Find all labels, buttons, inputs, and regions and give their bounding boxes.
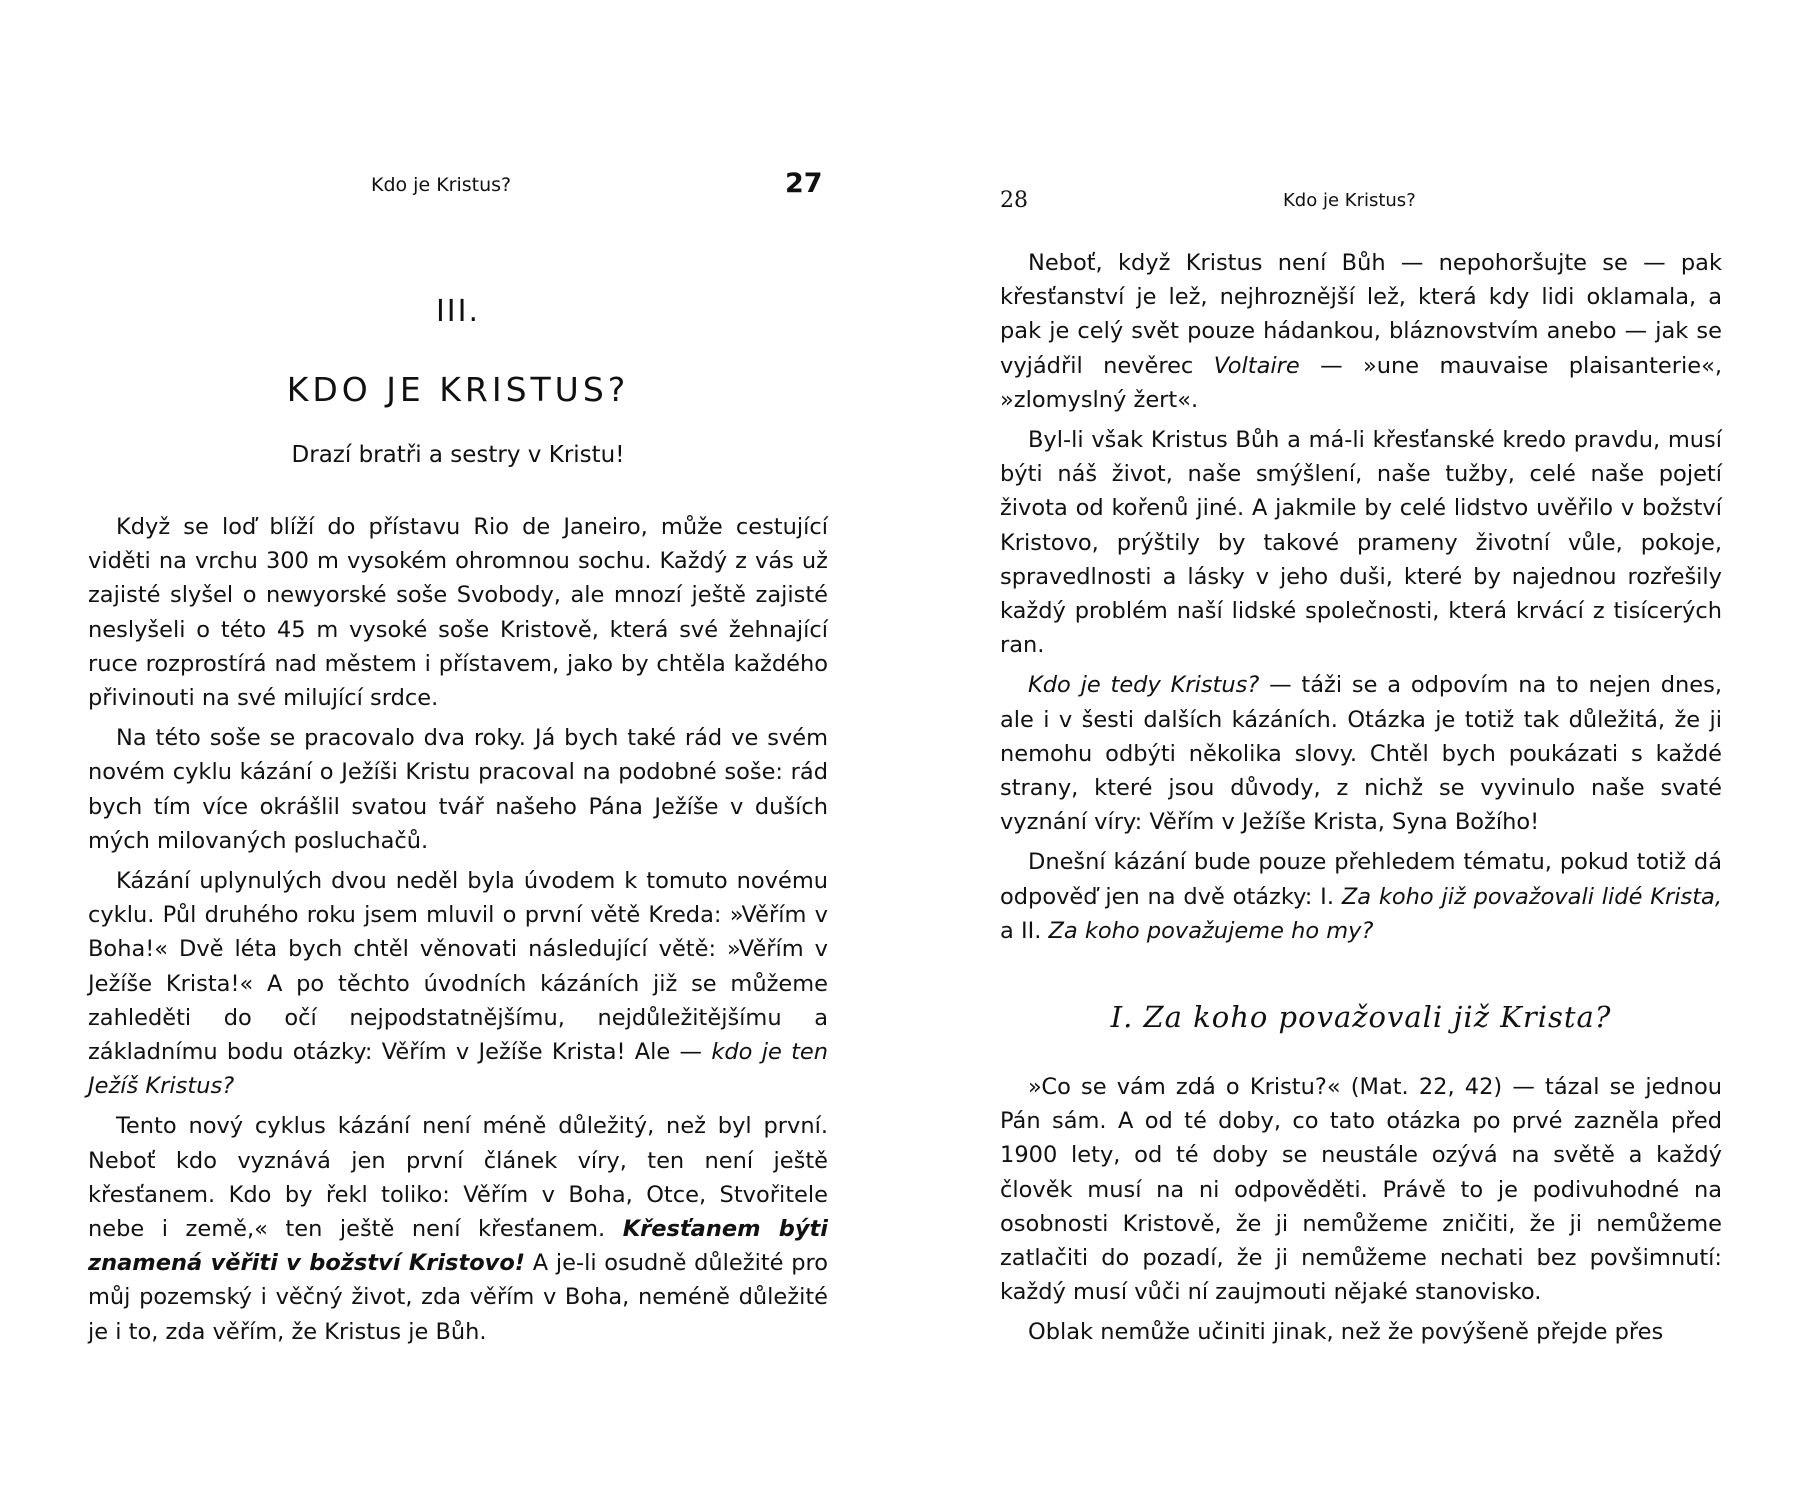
italic-text: Za koho považujeme ho my? — [1048, 917, 1374, 944]
paragraph-text: Kázání uplynulých dvou neděl byla úvodem k tomuto novému cyklu. Půl druhého roku jsem mluvil o první větě Kreda: »Věřím v Boha!« Dvě léta bych chtěl věnovati následující větě: »Věřím v Ježíše Krista!« A po těchto úvodních kázáních již se můžeme zahleděti do očí nejpodstatnějšímu, nejdůležitějšímu a základnímu bodu otázky: Věřím v Ježíše Krista! Ale — — [88, 868, 828, 1066]
paragraph — [1000, 1070, 1722, 1309]
paragraph — [1000, 423, 1722, 662]
running-title: Kdo je Kristus? — [1283, 190, 1416, 211]
paragraph-text: a II. — [1000, 917, 1049, 944]
right-body-text-bottom — [1000, 1070, 1722, 1356]
paragraph — [1000, 668, 1722, 839]
emphasis-text: Křesťanem býti znamená věřiti v božství Kristovo! — [88, 1216, 829, 1277]
paragraph-text: — táži se a odpovím na to nejen dnes, ale i v šesti dalších kázáních. Otázka je totiž tak důležitá, že ji nemohu odbýti několika slovy. Chtěl bych poukázati s každé strany, které jsou důvody, z nichž se vyvinulo naše svaté vyznání víry: Věřím v Ježíše Krista, Syna Božího! — [1000, 672, 1723, 836]
right-body-text-top — [1000, 246, 1722, 954]
paragraph-text: Byl-li však Kristus Bůh a má-li křesťanské kredo pravdu, musí býti náš život, naše smýšlení, naše tužby, celé naše pojetí života od kořenů jiné. A jakmile by celé lidstvo uvěřilo v božství Kristovo, prýštily by takové prameny životní vůle, pokoje, spravedlnosti a lásky v jeho duši, které by najednou rozřešily každý problém naší lidské společnosti, která krvácí z tisícerých ran. — [1000, 427, 1722, 659]
paragraph — [88, 1109, 828, 1348]
paragraph-text: »Co se vám zdá o Kristu?« (Mat. 22, 42) — tázal se jednou Pán sám. A od té doby, co tato otázka po prvé zazněla před 1900 lety, od té doby se neustále ozývá na světě a každý člověk musí na ni odpověděti. Právě to je podivuhodné na osobnosti Kristově, že ji nemůžeme zničiti, že ji nemůžeme zatlačiti do pozadí, že ji nemůžeme nechati bez povšimnutí: každý musí vůči ní zaujmouti nějaké stanovisko. — [1000, 1074, 1722, 1306]
left-body-text — [88, 510, 828, 1355]
paragraph-text: A je-li osudně důležité pro můj pozemský i věčný život, zda věřím v Boha, neméně důležité je i to, zda věřím, že Kristus je Bůh. — [88, 1250, 829, 1345]
paragraph — [88, 510, 828, 715]
chapter-title: KDO JE KRISTUS? — [286, 370, 630, 409]
right-page — [1000, 0, 1722, 1500]
salutation: Drazí bratři a sestry v Kristu! — [291, 442, 625, 468]
left-running-head — [88, 168, 828, 208]
paragraph-text: Dnešní kázání bude pouze přehledem tématu, pokud totiž dá odpověď jen na dvě otázky: I. — [1000, 849, 1722, 910]
paragraph — [1000, 845, 1722, 948]
paragraph — [1000, 1315, 1722, 1349]
paragraph-text: Tento nový cyklus kázání není méně důležitý, než byl první. Neboť kdo vyznává jen první článek víry, ten není ještě křesťanem. Kdo by řekl toliko: Věřím v Boha, Otce, Stvořitele nebe i země,« ten ještě není křesťanem. — [88, 1113, 828, 1243]
running-title: Kdo je Kristus? — [371, 174, 512, 196]
section-heading: I. Za koho považovali již Krista? — [1110, 1000, 1612, 1034]
page-number: 27 — [785, 168, 823, 199]
paragraph-text: — »une mauvaise plaisanterie«, »zlomyslný žert«. — [1000, 352, 1722, 413]
paragraph — [88, 721, 828, 858]
chapter-number: III. — [435, 294, 481, 329]
italic-text: Za koho již považovali lidé Krista, — [1341, 883, 1722, 910]
italic-text: Voltaire — [1213, 352, 1300, 379]
paragraph — [1000, 246, 1722, 417]
italic-text: kdo je ten Ježíš Kristus? — [88, 1039, 828, 1100]
paragraph-text: Neboť, když Kristus není Bůh — nepohoršujte se — pak křesťanství je lež, nejhroznější lež, která kdy lidi oklamala, a pak je celý svět pouze hádankou, bláznovstvím anebo — jak se vyjádřil nevěrec — [1000, 250, 1722, 379]
right-running-head — [1000, 184, 1722, 224]
paragraph — [88, 864, 828, 1103]
paragraph-text: Na této soše se pracovalo dva roky. Já bych také rád ve svém novém cyklu kázání o Ježíši Kristu pracoval na podobné soše: rád bych tím více okrášlil svatou tvář našeho Pána Ježíše v duších mých milovaných posluchačů. — [88, 725, 828, 854]
page-number: 28 — [1000, 188, 1028, 213]
paragraph-text: Oblak nemůže učiniti jinak, než že povýšeně přejde přes — [1028, 1319, 1664, 1346]
paragraph-text: Když se loď blíží do přístavu Rio de Janeiro, může cestující viděti na vrchu 300 m vysokém ohromnou sochu. Každý z vás už zajisté slyšel o newyorské soše Svobody, ale mnozí ještě zajisté neslyšeli o této 45 m vysoké soše Kristově, která své žehnající ruce rozprostírá nad městem i přístavem, jako by chtěla každého přivinouti na své milující srdce. — [88, 514, 828, 712]
italic-text: Kdo je tedy Kristus? — [1028, 672, 1260, 699]
left-page — [88, 0, 828, 1500]
